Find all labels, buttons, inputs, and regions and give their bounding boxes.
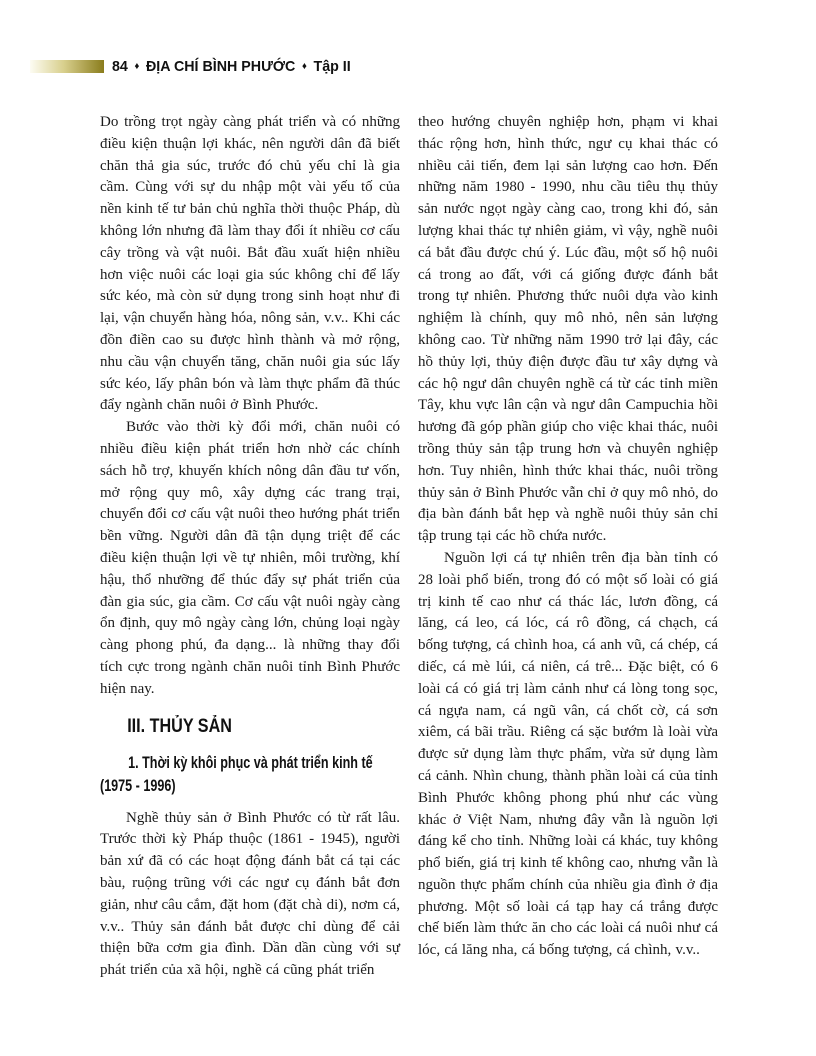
diamond-icon: ♦ [301,60,307,72]
right-column [418,112,718,982]
paragraph-fishing-history: Nghề thủy sản ở Bình Phước có từ rất lâu. Trước thời kỳ Pháp thuộc (1861 - 1945), người bản xứ đã có các hoạt động đánh bắt cá tại các bàu, ruộng trũng với các ngư cụ đánh bắt đơn giản, như câu cắm, đặt hom (đặt chà di), nơm cá, v.v.. Thủy sản đánh bắt được chỉ dùng để cải thiện bữa cơm gia đình. Dần dần cùng với sự phát triển của xã hội, nghề cá cũng phát triển [100,809,400,979]
book-title: ĐỊA CHÍ BÌNH PHƯỚC [146,58,296,75]
left-column [100,112,400,982]
running-head [112,58,351,75]
section-heading-thuy-san: III. THỦY SẢN [127,715,232,737]
diamond-icon: ♦ [134,60,140,72]
paragraph-doi-moi-livestock: Bước vào thời kỳ đổi mới, chăn nuôi có nhiều điều kiện phát triển hơn nhờ các chính sách hỗ trợ, khuyến khích nông dân đầu tư vốn, mở rộng quy mô, xây dựng các trang trại, chuyển đổi cơ cấu vật nuôi theo hướng phát triển bền vững. Người dân đã tận dụng triệt để các điều kiện thuận lợi về tự nhiên, môi trường, khí hậu, thổ nhưỡng để thúc đẩy sự phát triển của đàn gia súc, gia cầm. Cơ cấu vật nuôi ngày càng ổn định, quy mô ngày càng lớn, chủng loại ngày càng phong phú, đa dạng... là những thay đổi tích cực trong ngành chăn nuôi tỉnh Bình Phước hiện nay. [100,419,400,697]
paragraph-fish-species: Nguồn lợi cá tự nhiên trên địa bàn tỉnh có 28 loài phổ biến, trong đó có một số loài có giá trị kinh tế cao như cá thác lác, lươn đồng, cá lăng, cá leo, cá lóc, cá rô đồng, cá chạch, cá bống tượng, cá chình hoa, cá anh vũ, cá chép, cá diếc, cá mè lúi, cá niên, cá trê... Đặc biệt, có 6 loài cá có giá trị làm cảnh như cá lòng tong sọc, cá ngựa nam, cá ngũ vân, cá chốt cờ, cá sơn xiêm, cá bãi trầu. Riêng cá sặc bướm là loài vừa được sử dụng làm thực phẩm, vừa sử dụng làm cá cảnh. Nhìn chung, thành phần loài cá của tỉnh Bình Phước không phong phú như các vùng khác ở Việt Nam, nhưng đây vẫn là nguồn lợi đáng kể cho tỉnh. Những loài cá khác, tuy không phổ biến, giá trị kinh tế không cao, nhưng vẫn là nguồn thực phẩm chính của nhiều gia đình ở địa phương. Một số loài cá tạp hay cá trắng được chế biến làm thức ăn cho các loài cá nuôi như cá lóc, cá lăng nha, cá bống tượng, cá chình, v.v.. [418,549,718,959]
paragraph-fishing-development: theo hướng chuyên nghiệp hơn, phạm vi khai thác rộng hơn, hình thức, ngư cụ khai thác có nhiều cải tiến, đem lại sản lượng cao hơn. Đến những năm 1980 - 1990, nhu cầu tiêu thụ thủy sản nước ngọt ngày càng cao, trong khi đó, sản lượng khai thác tự nhiên giảm, vì vậy, nghề nuôi cá bắt đầu được chú ý. Lúc đầu, một số hộ nuôi cá trong ao đất, với cá giống được đánh bắt trong tự nhiên. Phương thức nuôi dựa vào kinh nghiệm là chính, quy mô nhỏ, nên sản lượng không cao. Từ những năm 1990 trở lại đây, các hồ thủy lợi, thủy điện được đầu tư xây dựng và các hộ ngư dân chuyên nghề cá từ các tỉnh miền Tây, khu vực lân cận và ngư dân Campuchia hồi hương đã góp phần giúp cho việc khai thác, nuôi trồng thủy sản tập trung hơn và chuyên nghiệp hơn. Tuy nhiên, hình thức khai thác, nuôi trồng thủy sản ở Bình Phước vẫn chỉ ở quy mô nhỏ, do địa bàn đánh bắt hẹp và nghề nuôi thủy sản chỉ tập trung tại các hồ chứa nước. [418,114,718,545]
subsection-heading-line2: (1975 - 1996) [100,775,176,795]
text-columns [100,112,718,982]
header-gradient-bar [30,60,104,73]
paragraph-livestock-origins: Do trồng trọt ngày càng phát triển và có những điều kiện thuận lợi khác, nên người dân đã biết chăn thả gia súc, trước đó chủ yếu chỉ là gia cầm. Cùng với sự du nhập một vài yếu tố của nền kinh tế tư bản chủ nghĩa thời thuộc Pháp, dù không lớn nhưng đã làm thay đổi ít nhiều cơ cấu cây trồng và vật nuôi. Bắt đầu xuất hiện nhiều hơn việc nuôi các loại gia súc không chỉ để lấy sức kéo, mà còn sử dụng trong sinh hoạt như đi lại, vận chuyển hàng hóa, nông sản, v.v.. Khi các đồn điền cao su được hình thành và mở rộng, nhu cầu vận chuyển tăng, chăn nuôi gia súc lấy sức kéo, lấy phân bón và làm thực phẩm đã thúc đẩy ngành chăn nuôi ở Bình Phước. [100,114,400,414]
subsection-heading-line1: 1. Thời kỳ khôi phục và phát triển kinh tế [128,752,373,772]
volume-label: Tập II [313,58,351,75]
page-number: 84 [112,58,128,75]
subsection-heading-1975-1996 [100,751,373,797]
page-header [30,58,363,75]
